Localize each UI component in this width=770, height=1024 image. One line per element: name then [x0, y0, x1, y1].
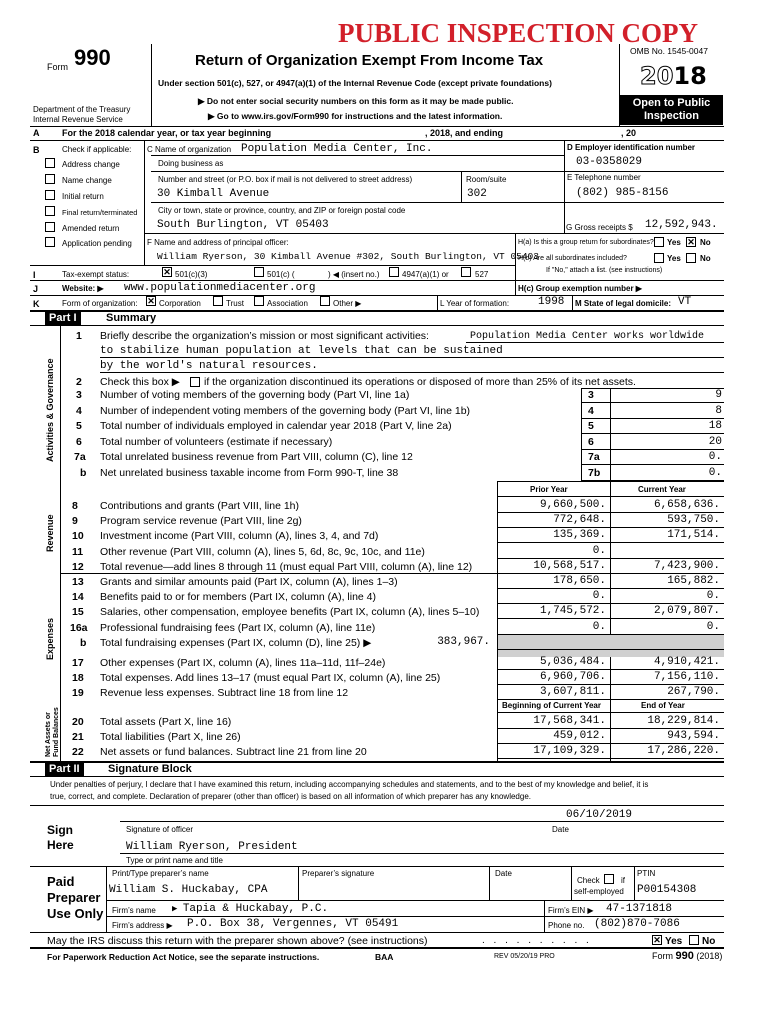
part2-tag: Part II — [45, 762, 84, 776]
address-change-label: Address change — [62, 160, 120, 169]
phone-value[interactable]: (802) 985-8156 — [576, 187, 669, 199]
gov-line-value[interactable]: 9 — [715, 389, 722, 401]
open-line2: Inspection — [643, 110, 699, 122]
gov-line-text: Total number of individuals employed in calendar year 2018 (Part V, line 2a) — [100, 420, 452, 432]
prior-year-value[interactable]: 772,648. — [553, 514, 606, 527]
tax-year-solid: 18 — [673, 62, 707, 90]
city-state-zip[interactable]: South Burlington, VT 05403 — [157, 219, 329, 231]
gov-line-num: 6 — [76, 435, 82, 448]
section-b-letter: B — [33, 145, 40, 155]
street-address[interactable]: 30 Kimball Avenue — [157, 188, 270, 200]
ha-no-checkbox[interactable]: ✕ — [687, 237, 695, 247]
application-pending-label: Application pending — [62, 239, 132, 248]
gov-line-num: 4 — [76, 404, 82, 417]
line2-text2: if the organization discontinued its operations or disposed of more than 25% of its net assets. — [204, 376, 636, 388]
firm-ein-label: Firm’s EIN ▶ — [548, 906, 594, 915]
discuss-no-label: No — [702, 936, 716, 947]
fin-line-num: 9 — [72, 515, 78, 528]
street-label: Number and street (or P.O. box if mail is not delivered to street address) — [158, 175, 413, 184]
current-year-value[interactable]: 18,229,814. — [647, 715, 720, 727]
association-checkbox[interactable] — [254, 296, 264, 306]
corporation-checkbox[interactable]: ✕ — [147, 296, 155, 306]
fin-line-num: 16a — [70, 621, 88, 634]
corporation-label: Corporation — [159, 299, 201, 308]
line1-text: Briefly describe the organization’s mission or most significant activities: — [100, 330, 429, 342]
org-name[interactable]: Population Media Center, Inc. — [241, 143, 433, 155]
preparer-date-label: Date — [495, 869, 512, 878]
fin-line-text: Contributions and grants (Part VIII, line 1h) — [100, 500, 300, 512]
trust-label: Trust — [226, 299, 244, 308]
mission-line2[interactable]: to stabilize human population at levels that can be sustained — [100, 345, 503, 357]
gov-line-box: 7b — [588, 466, 601, 479]
tax-exempt-label: Tax-exempt status: — [62, 270, 130, 279]
amended-return-label: Amended return — [62, 224, 120, 233]
footer-rev: REV 05/20/19 PRO — [494, 953, 555, 960]
public-inspection-stamp: PUBLIC INSPECTION COPY — [338, 18, 699, 48]
gov-line-text: Net unrelated business taxable income from Form 990-T, line 38 — [100, 466, 399, 479]
side-expenses: Expenses — [45, 617, 55, 660]
paid-label: Paid — [47, 874, 75, 889]
type-name-label: Type or print name and title — [126, 856, 223, 865]
line-a-end: , 20 — [621, 128, 637, 138]
gov-line-box: 6 — [588, 435, 594, 448]
gov-line-num: 5 — [76, 420, 82, 432]
ha-no-label: No — [700, 238, 711, 247]
501c3-label: 501(c)(3) — [175, 270, 208, 279]
state-domicile[interactable]: VT — [678, 296, 692, 308]
preparer-name[interactable]: William S. Huckabay, CPA — [109, 884, 268, 896]
fin-line-num: 14 — [72, 591, 84, 604]
gross-receipts-label: G Gross receipts $ — [566, 223, 633, 232]
here-label: Here — [47, 838, 74, 852]
current-year-value[interactable]: 267,790. — [667, 686, 720, 699]
gov-line-num: b — [80, 466, 87, 479]
line-j-letter: J — [33, 284, 39, 294]
trust-checkbox[interactable] — [213, 296, 223, 306]
527-checkbox[interactable] — [461, 267, 471, 277]
fin-line-text: Total expenses. Add lines 13–17 (must equal Part IX, column (A), line 25) — [100, 672, 441, 685]
gov-line-box: 3 — [588, 389, 594, 401]
fin-line-num: 18 — [72, 672, 84, 685]
fin-line-text: Other revenue (Part VIII, column (A), lines 5, 6d, 8c, 9c, 10c, and 11e) — [100, 545, 425, 558]
firm-name-value[interactable]: Tapia & Huckabay, P.C. — [182, 903, 329, 915]
other-checkbox[interactable] — [320, 296, 330, 306]
firm-phone-label: Phone no. — [548, 921, 585, 930]
line-a-letter: A — [33, 128, 40, 138]
prior-year-value[interactable]: 1,745,572. — [539, 605, 606, 618]
gov-line-value[interactable]: 18 — [708, 420, 722, 432]
fundraising-inline-value[interactable]: 383,967. — [437, 635, 490, 648]
state-domicile-label: M State of legal domicile: — [575, 299, 672, 308]
self-employed-checkbox[interactable] — [604, 874, 614, 884]
dba-label: Doing business as — [158, 159, 224, 168]
year-formation-label: L Year of formation: — [440, 299, 510, 308]
part1-title: Summary — [106, 312, 157, 324]
footer-notice: For Paperwork Reduction Act Notice, see the separate instructions. — [47, 952, 320, 962]
fin-line-num: 11 — [72, 545, 84, 558]
officer-name-title[interactable]: William Ryerson, President — [126, 841, 298, 853]
group-exemption-label: H(c) Group exemption number ▶ — [518, 284, 642, 293]
prior-year-value[interactable]: 9,660,500. — [539, 499, 606, 511]
527-label: 527 — [475, 270, 489, 279]
officer-label: F Name and address of principal officer: — [147, 238, 289, 247]
gov-line-num: 7a — [74, 451, 86, 463]
firm-name[interactable]: ▶ Tapia & Huckabay, P.C. — [172, 903, 329, 915]
fin-line-num: 22 — [72, 746, 84, 758]
firm-ein[interactable]: 47-1371818 — [606, 903, 673, 915]
dept-line2: Internal Revenue Service — [33, 115, 123, 124]
gov-line-box: 7a — [588, 451, 600, 463]
ein-value[interactable]: 03-0358029 — [576, 156, 643, 168]
fin-line-text: Program service revenue (Part VIII, line 2g) — [100, 515, 302, 528]
fin-line-text: Total liabilities (Part X, line 26) — [100, 731, 241, 743]
gov-line-value[interactable]: 20 — [708, 435, 722, 448]
preparer-sig-label: Preparer’s signature — [302, 869, 375, 878]
ptin-label: PTIN — [637, 869, 656, 878]
footer-form-num: 990 — [675, 950, 694, 962]
signature-officer-label: Signature of officer — [126, 825, 194, 834]
prior-year-value[interactable]: 0. — [592, 620, 606, 633]
form-subtitle: Under section 501(c), 527, or 4947(a)(1) of the Internal Revenue Code (except private foundations) — [158, 78, 552, 88]
fin-line-num: 17 — [72, 657, 84, 669]
fin-line-text: Total fundraising expenses (Part IX, column (D), line 25) ▶ — [100, 636, 372, 649]
gross-receipts-value[interactable]: 12,592,943. — [645, 219, 718, 231]
current-year-value[interactable]: 171,514. — [667, 529, 720, 542]
prior-year-value[interactable]: 0. — [592, 590, 606, 603]
gov-line-box: 5 — [588, 420, 594, 432]
perjury-line2: true, correct, and complete. Declaration of preparer (other than officer) is based on all information of which preparer has any knowledge. — [50, 792, 531, 801]
self-employed-label: self-employed — [574, 887, 624, 896]
sign-date-label: Date — [552, 825, 569, 834]
prior-year-value[interactable]: 5,036,484. — [539, 656, 606, 668]
hb-no-checkbox[interactable] — [686, 253, 696, 263]
prior-year-value[interactable]: 17,568,341. — [533, 715, 606, 727]
line2-num: 2 — [76, 376, 82, 388]
association-label: Association — [267, 299, 308, 308]
preparer-label: Preparer — [47, 890, 101, 905]
hb-label: H(b) Are all subordinates included? — [518, 255, 627, 262]
fin-line-text: Salaries, other compensation, employee benefits (Part IX, column (A), lines 5–10) — [100, 606, 480, 619]
hb-note: If "No," attach a list. (see instructions) — [546, 267, 663, 274]
fin-line-text: Other expenses (Part IX, column (A), lines 11a–11d, 11f–24e) — [100, 657, 386, 669]
fin-line-text: Total assets (Part X, line 16) — [100, 716, 232, 728]
ha-yes-label: Yes — [667, 238, 681, 247]
firm-address[interactable]: P.O. Box 38, Vergennes, VT 05491 — [187, 918, 399, 930]
fin-line-num: b — [80, 636, 87, 649]
phone-label: E Telephone number — [567, 173, 641, 182]
line-a-text: For the 2018 calendar year, or tax year beginning — [62, 128, 272, 138]
fin-line-num: 21 — [72, 731, 84, 743]
fin-line-text: Benefits paid to or for members (Part IX, column (A), line 4) — [100, 591, 377, 604]
discuss-no-checkbox[interactable] — [689, 935, 699, 945]
side-net-assets-text: Net Assets or Fund Balances — [45, 707, 60, 757]
4947-checkbox[interactable] — [389, 267, 399, 277]
perjury-line1: Under penalties of perjury, I declare that I have examined this return, including accompanying schedules and statements, and to the best of my knowledge and belief, it is — [50, 780, 649, 789]
prior-year-value[interactable]: 10,568,517. — [533, 559, 606, 572]
current-year-value[interactable]: 165,882. — [667, 575, 720, 587]
current-year-value[interactable]: 7,156,110. — [653, 671, 720, 684]
fin-line-text: Total revenue—add lines 8 through 11 (must equal Part VIII, column (A), line 12) — [100, 560, 473, 573]
footer-form-label: Form — [652, 951, 673, 961]
mission-line3[interactable]: by the world's natural resources. — [100, 360, 318, 372]
application-pending-checkbox[interactable] — [45, 237, 55, 247]
gov-line-num: 3 — [76, 389, 82, 401]
ha-yes-checkbox[interactable] — [654, 237, 664, 247]
current-year-value[interactable]: 2,079,807. — [653, 605, 720, 618]
ptin-value[interactable]: P00154308 — [637, 884, 697, 896]
col-head-eoy: End of Year — [641, 701, 685, 710]
fin-line-text: Revenue less expenses. Subtract line 18 from line 12 — [100, 687, 349, 700]
prior-year-value[interactable]: 459,012. — [553, 730, 606, 742]
room-suite[interactable]: 302 — [467, 188, 487, 200]
gov-line-value[interactable]: 0. — [708, 451, 722, 463]
other-label: Other ▶ — [333, 299, 362, 308]
hb-no-label: No — [700, 254, 711, 263]
line2-text1: Check this box ▶ — [100, 376, 180, 388]
side-activities: Activities & Governance — [45, 358, 55, 462]
section-b-label: Check if applicable: — [62, 145, 132, 154]
ssn-note: ▶ Do not enter social security numbers on this form as it may be made public. — [198, 96, 514, 106]
501c3-checkbox[interactable]: ✕ — [163, 267, 171, 277]
col-head-boy: Beginning of Current Year — [502, 701, 601, 710]
fin-line-num: 19 — [72, 687, 84, 700]
prior-year-value[interactable]: 3,607,811. — [539, 686, 606, 699]
fin-line-num: 20 — [72, 716, 84, 728]
fin-line-num: 13 — [72, 576, 84, 588]
final-return-label: Final return/terminated — [62, 208, 138, 217]
gov-line-text: Total unrelated business revenue from Part VIII, column (C), line 12 — [100, 451, 413, 463]
gov-line-value[interactable]: 0. — [708, 466, 722, 479]
fin-line-num: 15 — [72, 606, 84, 619]
form-label: Form — [47, 62, 68, 72]
sign-date[interactable]: 06/10/2019 — [566, 809, 633, 821]
form-title: Return of Organization Exempt From Income Tax — [195, 52, 544, 69]
prior-year-value[interactable]: 17,109,329. — [533, 745, 606, 757]
col-head-current: Current Year — [638, 485, 686, 494]
room-label: Room/suite — [466, 175, 507, 184]
current-year-value[interactable]: 593,750. — [667, 514, 720, 527]
line-i-letter: I — [33, 270, 36, 280]
line1-num: 1 — [76, 330, 82, 342]
501c-checkbox[interactable] — [254, 267, 264, 277]
footer-form-year: (2018) — [696, 951, 723, 961]
check-label: Check — [577, 876, 600, 885]
discuss-dots: . . . . . . . . . . — [482, 935, 592, 946]
4947-label: 4947(a)(1) or — [402, 270, 449, 279]
current-year-value[interactable]: 0. — [706, 620, 720, 633]
501c-label: 501(c) ( — [267, 270, 295, 279]
fin-line-text: Professional fundraising fees (Part IX, column (A), line 11e) — [100, 621, 376, 634]
current-year-value[interactable]: 943,594. — [667, 730, 720, 742]
fin-line-num: 10 — [72, 530, 84, 543]
initial-return-checkbox[interactable] — [45, 190, 55, 200]
side-revenue: Revenue — [45, 514, 55, 552]
year-formation[interactable]: 1998 — [538, 296, 565, 308]
footer-baa: BAA — [375, 952, 394, 962]
part1-tag: Part I — [45, 311, 81, 325]
discuss-yes-label: Yes — [665, 936, 683, 947]
hb-yes-label: Yes — [667, 254, 681, 263]
irs-link-note[interactable]: ▶ Go to www.irs.gov/Form990 for instructions and the latest information. — [208, 111, 503, 121]
gov-line-value[interactable]: 8 — [715, 404, 722, 417]
current-year-value[interactable]: 0. — [706, 590, 720, 603]
current-year-value[interactable]: 6,658,636. — [653, 499, 720, 511]
org-form-label: Form of organization: — [62, 299, 138, 308]
form-number: 990 — [74, 45, 111, 70]
part2-title: Signature Block — [108, 763, 192, 775]
website-url[interactable]: www.populationmediacenter.org — [124, 282, 316, 294]
line-k-letter: K — [33, 299, 40, 309]
amended-return-checkbox[interactable] — [45, 222, 55, 232]
preparer-name-label: Print/Type preparer’s name — [112, 869, 209, 878]
fin-line-num: 8 — [72, 500, 78, 512]
if-label: if — [621, 876, 625, 885]
tax-year — [640, 62, 707, 90]
fin-line-text: Net assets or fund balances. Subtract line 21 from line 20 — [100, 746, 367, 758]
fin-line-num: 12 — [72, 560, 84, 573]
name-change-label: Name change — [62, 176, 112, 185]
use-only-label: Use Only — [47, 906, 104, 921]
current-year-value[interactable]: 4,910,421. — [653, 656, 720, 668]
initial-return-label: Initial return — [62, 192, 104, 201]
current-year-value[interactable]: 7,423,900. — [653, 559, 720, 572]
ha-label: H(a) Is this a group return for subordinates? — [518, 239, 654, 246]
firm-address-label: Firm’s address ▶ — [112, 921, 173, 930]
officer-address[interactable]: William Ryerson, 30 Kimball Avenue #302, South Burlington, VT 05403 — [157, 251, 539, 262]
prior-year-value[interactable]: 178,650. — [553, 575, 606, 587]
gov-line-text: Number of voting members of the governing body (Part VI, line 1a) — [100, 389, 410, 401]
address-change-checkbox[interactable] — [45, 158, 55, 168]
dept-line1: Department of the Treasury — [33, 105, 131, 114]
insert-no-label: ) ◀ (insert no.) — [328, 270, 380, 279]
discuss-text: May the IRS discuss this return with the preparer shown above? (see instructions) — [47, 935, 428, 947]
side-net-assets — [45, 699, 61, 757]
prior-year-value[interactable]: 6,960,706. — [539, 671, 606, 684]
fin-line-text: Grants and similar amounts paid (Part IX, column (A), lines 1–3) — [100, 576, 398, 588]
discontinued-checkbox[interactable] — [190, 377, 200, 387]
ein-label: D Employer identification number — [567, 143, 696, 152]
prior-year-value[interactable]: 0. — [592, 544, 606, 557]
firm-name-label: Firm’s name — [112, 906, 156, 915]
name-change-checkbox[interactable] — [45, 174, 55, 184]
tax-year-outline: 20 — [640, 62, 674, 90]
website-label: Website: ▶ — [62, 284, 104, 293]
final-return-checkbox[interactable] — [45, 206, 55, 216]
col-head-prior: Prior Year — [530, 485, 568, 494]
footer-form — [652, 950, 722, 962]
open-to-public-box — [620, 95, 723, 125]
mission-line1[interactable]: Population Media Center works worldwide — [470, 331, 705, 342]
gov-line-text: Total number of volunteers (estimate if necessary) — [100, 435, 333, 448]
city-label: City or town, state or province, country, and ZIP or foreign postal code — [158, 206, 406, 215]
hb-yes-checkbox[interactable] — [654, 253, 664, 263]
gov-line-text: Number of independent voting members of the governing body (Part VI, line 1b) — [100, 404, 471, 417]
org-name-label: C Name of organization — [147, 145, 232, 154]
open-line1: Open to Public — [632, 97, 711, 109]
sign-label: Sign — [47, 823, 73, 837]
firm-phone[interactable]: (802)870-7086 — [594, 918, 680, 930]
current-year-value[interactable]: 17,286,220. — [647, 745, 720, 757]
prior-year-value[interactable]: 135,369. — [553, 529, 606, 542]
omb-number: OMB No. 1545-0047 — [630, 46, 708, 56]
line-a-mid: , 2018, and ending — [425, 128, 504, 138]
gov-line-box: 4 — [588, 404, 594, 417]
fin-line-text: Investment income (Part VIII, column (A), lines 3, 4, and 7d) — [100, 530, 379, 543]
discuss-yes-checkbox[interactable]: ✕ — [653, 935, 661, 945]
